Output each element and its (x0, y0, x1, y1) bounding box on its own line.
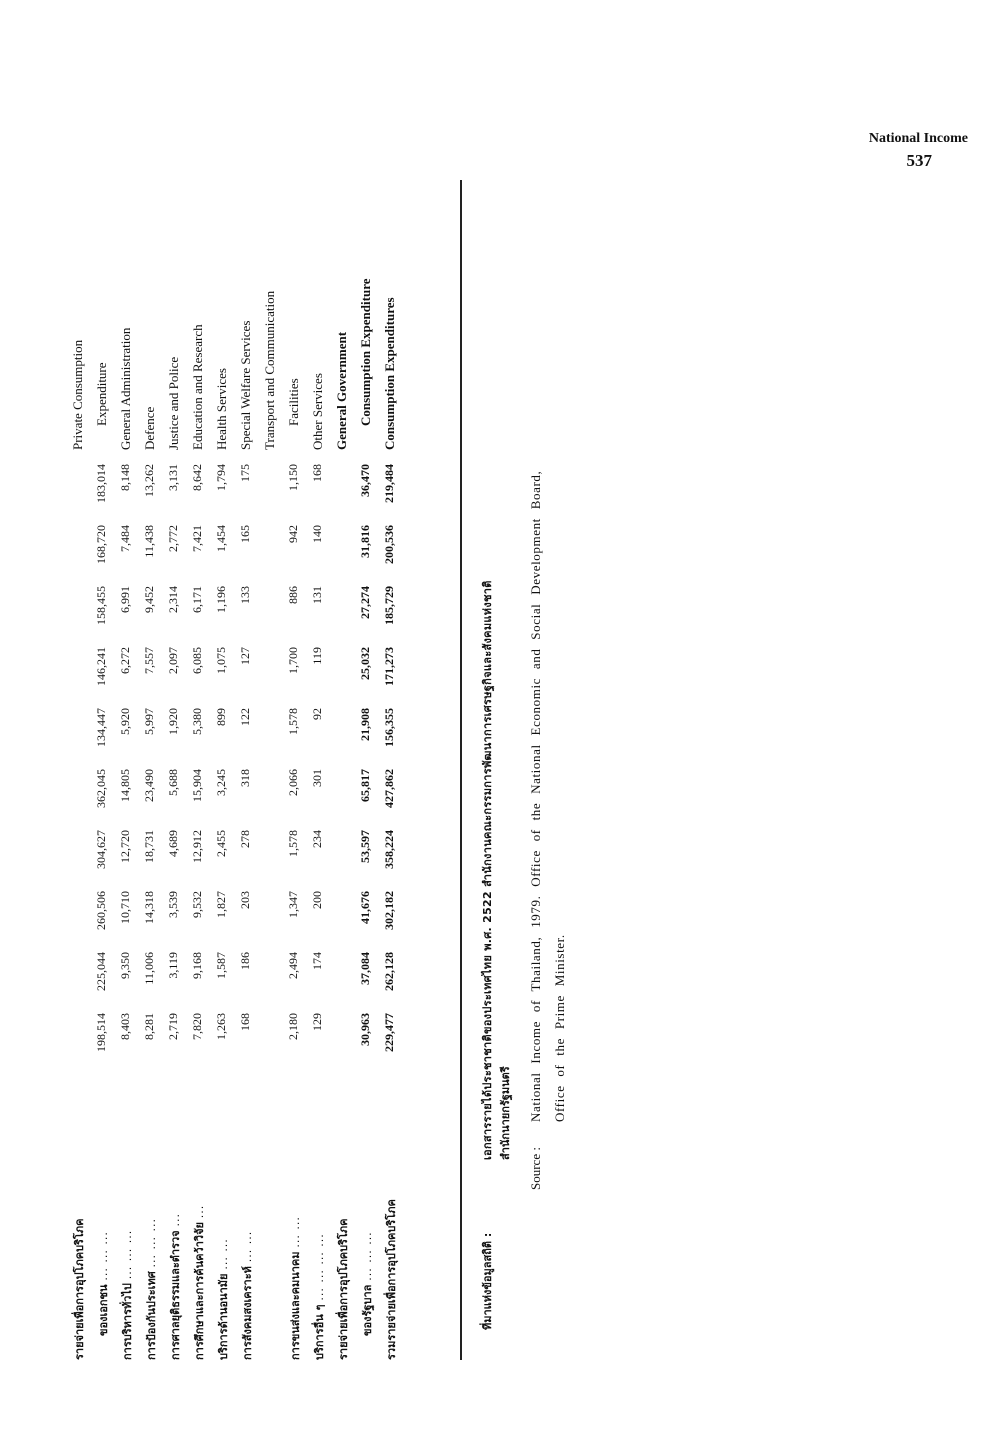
table-cell (334, 704, 358, 765)
table-cell: 127 (238, 647, 252, 665)
consumption-expenditure-table (70, 180, 406, 1360)
row-thai-label (70, 1070, 94, 1360)
table-cell (70, 765, 94, 826)
table-cell: 427,862 (382, 769, 396, 808)
table-cell: 21,908 (358, 708, 372, 741)
table-cell: 11,438 (142, 525, 156, 558)
table-cell: 11,006 (142, 952, 156, 985)
thai-label-text: ของเอกชน (97, 1284, 110, 1336)
table-cell: 129 (310, 1013, 324, 1031)
table-cell: 3,131 (166, 464, 180, 491)
table-cell: 260,506 (94, 891, 108, 930)
thai-label-text: การสังคมสงเคราะห์ (241, 1266, 254, 1360)
table-cell: 2,494 (286, 952, 300, 979)
source-text-line1: National Income of Thailand, 1979. Office of the National Economic and Social Development Board, (528, 470, 543, 1122)
row-english-label: General Government (334, 331, 349, 450)
table-cell: 5,688 (166, 769, 180, 796)
table-cell: 234 (310, 830, 324, 848)
row-english-label: Justice and Police (166, 356, 181, 450)
source-text-line2: Office of the Prime Minister. (552, 934, 567, 1122)
table-cell (262, 643, 286, 704)
table-cell (70, 460, 94, 521)
table-cell: 133 (238, 586, 252, 604)
row-thai-label (286, 1070, 310, 1360)
row-english-label: Health Services (214, 368, 229, 450)
row-thai-label (214, 1070, 238, 1360)
table-cell: 318 (238, 769, 252, 787)
table-cell: 7,421 (190, 525, 204, 552)
table-cell (262, 521, 286, 582)
table-cell: 200 (310, 891, 324, 909)
table-cell: 2,066 (286, 769, 300, 796)
table-cell: 9,350 (118, 952, 132, 979)
table-cell (334, 582, 358, 643)
leader-dots: ... (193, 1204, 206, 1219)
table-cell: 131 (310, 586, 324, 604)
row-thai-label (334, 1070, 358, 1360)
table-cell (262, 582, 286, 643)
table-cell: 146,241 (94, 647, 108, 686)
table-cell: 183,014 (94, 464, 108, 503)
table-cell: 2,719 (166, 1013, 180, 1040)
table-cell: 119 (310, 647, 324, 665)
table-cell: 886 (286, 586, 300, 604)
table-cell: 3,119 (166, 952, 180, 979)
table-cell: 9,532 (190, 891, 204, 918)
leader-dots: ... ... ... (97, 1231, 110, 1281)
thai-label-text: การศาลยุติธรรมและตำรวจ (169, 1230, 182, 1360)
table-cell: 92 (310, 708, 324, 720)
table-cell: 198,514 (94, 1013, 108, 1052)
table-cell: 6,085 (190, 647, 204, 674)
table-cell: 158,455 (94, 586, 108, 625)
table-cell: 3,539 (166, 891, 180, 918)
source-label: Source : (528, 1147, 543, 1190)
table-cell (70, 826, 94, 887)
row-english-label: Facilities (286, 378, 301, 426)
table-cell: 9,168 (190, 952, 204, 979)
table-cell: 225,044 (94, 952, 108, 991)
table-cell: 5,997 (142, 708, 156, 735)
thai-source-text-line2: สำนักนายกรัฐมนตรี (499, 1066, 512, 1160)
table-cell: 5,380 (190, 708, 204, 735)
table-cell (262, 460, 286, 521)
thai-label-text: ของรัฐบาล (361, 1284, 374, 1336)
table-cell (334, 460, 358, 521)
row-english-label: Special Welfare Services (238, 320, 253, 450)
running-header-title: National Income (868, 131, 968, 146)
table-cell: 2,097 (166, 647, 180, 674)
table-cell: 8,403 (118, 1013, 132, 1040)
table-cell: 140 (310, 525, 324, 543)
table-cell: 12,912 (190, 830, 204, 863)
thai-label-text: การขนส่งและคมนาคม (289, 1251, 302, 1360)
table-cell (70, 582, 94, 643)
table-cell: 7,484 (118, 525, 132, 552)
table-cell: 12,720 (118, 830, 132, 863)
table-cell: 25,032 (358, 647, 372, 680)
row-english-label: Defence (142, 406, 157, 450)
table-cell: 358,224 (382, 830, 396, 869)
table-cell: 1,196 (214, 586, 228, 613)
table-cell (334, 887, 358, 948)
table-cell: 156,355 (382, 708, 396, 747)
table-cell: 1,587 (214, 952, 228, 979)
row-thai-label (310, 1070, 334, 1360)
table-cell: 185,729 (382, 586, 396, 625)
row-english-label: Other Services (310, 373, 325, 450)
table-cell: 219,484 (382, 464, 396, 503)
table-cell (334, 948, 358, 1009)
table-cell: 5,920 (118, 708, 132, 735)
table-cell: 9,452 (142, 586, 156, 613)
row-english-label: Expenditure (94, 362, 109, 426)
table-cell: 2,772 (166, 525, 180, 552)
row-thai-label (238, 1070, 262, 1360)
table-cell: 186 (238, 952, 252, 970)
table-cell: 15,904 (190, 769, 204, 802)
table-cell: 1,578 (286, 708, 300, 735)
table-cell (70, 948, 94, 1009)
table-cell: 2,455 (214, 830, 228, 857)
table-cell: 27,274 (358, 586, 372, 619)
row-thai-label (190, 1070, 214, 1360)
table-cell: 165 (238, 525, 252, 543)
table-cell: 168,720 (94, 525, 108, 564)
table-cell: 171,273 (382, 647, 396, 686)
table-cell: 1,347 (286, 891, 300, 918)
table-cell: 36,470 (358, 464, 372, 497)
table-cell: 899 (214, 708, 228, 726)
table-cell (262, 765, 286, 826)
table-cell: 30,963 (358, 1013, 372, 1046)
thai-label-text: รายจ่ายเพื่อการอุปโภคบริโภค (73, 1218, 86, 1360)
table-cell: 37,084 (358, 952, 372, 985)
table-cell: 168 (310, 464, 324, 482)
leader-dots: ... ... ... (121, 1229, 134, 1280)
row-thai-label (358, 1070, 382, 1360)
table-cell: 301 (310, 769, 324, 787)
table-cell: 302,182 (382, 891, 396, 930)
table-cell: 278 (238, 830, 252, 848)
table-cell: 1,263 (214, 1013, 228, 1040)
row-thai-label (142, 1070, 166, 1360)
table-cell: 53,597 (358, 830, 372, 863)
table-cell: 6,991 (118, 586, 132, 613)
table-cell (262, 887, 286, 948)
table-cell: 31,816 (358, 525, 372, 558)
row-thai-label (166, 1070, 190, 1360)
table-cell: 7,557 (142, 647, 156, 674)
table-cell: 2,314 (166, 586, 180, 613)
table-cell (70, 643, 94, 704)
leader-dots: ... (169, 1213, 182, 1227)
leader-dots: ... ... (217, 1238, 230, 1270)
table-cell: 175 (238, 464, 252, 482)
leader-dots: ... ... ... ... (313, 1233, 326, 1301)
table-cell: 1,827 (214, 891, 228, 918)
row-english-label: Transport and Communication (262, 290, 277, 450)
table-cell (262, 704, 286, 765)
table-cell: 262,128 (382, 952, 396, 991)
table-cell: 8,642 (190, 464, 204, 491)
table-cell: 229,477 (382, 1013, 396, 1052)
table-cell (262, 1009, 286, 1070)
table-cell: 6,272 (118, 647, 132, 674)
row-english-label: General Administration (118, 327, 133, 450)
table-cell: 18,731 (142, 830, 156, 863)
table-cell (334, 1009, 358, 1070)
row-thai-label (94, 1070, 118, 1360)
table-cell: 122 (238, 708, 252, 726)
table-cell: 168 (238, 1013, 252, 1031)
leader-dots: ... ... (289, 1216, 302, 1248)
table-cell (334, 643, 358, 704)
table-cell (70, 521, 94, 582)
table-cell: 65,817 (358, 769, 372, 802)
table-cell: 41,676 (358, 891, 372, 924)
row-thai-label (262, 1070, 286, 1360)
table-cell (334, 826, 358, 887)
table-cell (70, 1009, 94, 1070)
table-cell: 6,171 (190, 586, 204, 613)
table-cell: 1,454 (214, 525, 228, 552)
table-cell: 10,710 (118, 891, 132, 924)
table-cell: 1,578 (286, 830, 300, 857)
row-thai-label (118, 1070, 142, 1360)
rotated-table-block (70, 180, 567, 1360)
thai-label-text: การป้องกันประเทศ (145, 1271, 158, 1360)
table-cell: 1,150 (286, 464, 300, 491)
table-cell: 134,447 (94, 708, 108, 747)
page-number: 537 (906, 151, 932, 170)
thai-label-text: รายจ่ายเพื่อการอุปโภคบริโภค (337, 1218, 350, 1360)
thai-source-label: ที่มาแห่งข้อมูลสถิติ : (481, 1232, 494, 1330)
thai-label-text: การบริหารทั่วไป (121, 1283, 134, 1360)
thai-label-text: บริการด้านอนามัย (217, 1273, 230, 1360)
table-cell: 4,689 (166, 830, 180, 857)
row-thai-label (382, 1070, 406, 1360)
table-cell: 14,805 (118, 769, 132, 802)
table-cell (70, 887, 94, 948)
table-cell: 23,490 (142, 769, 156, 802)
table-cell: 942 (286, 525, 300, 543)
table-cell (334, 521, 358, 582)
table-cell (262, 948, 286, 1009)
table-cell: 8,148 (118, 464, 132, 491)
thai-label-text: รวมรายจ่ายเพื่อการอุปโภคบริโภค (385, 1199, 398, 1360)
table-cell (262, 826, 286, 887)
thai-label-text: บริการอื่น ๆ (313, 1304, 326, 1360)
leader-dots: ... ... ... (145, 1218, 158, 1268)
row-english-label: Private Consumption (70, 339, 85, 450)
leader-dots: ... ... ... (361, 1231, 374, 1281)
table-cell: 200,536 (382, 525, 396, 564)
leader-dots: ... ... (241, 1230, 254, 1263)
table-cell: 362,045 (94, 769, 108, 808)
row-english-label: Consumption Expenditure (358, 278, 373, 426)
table-cell: 174 (310, 952, 324, 970)
table-cell: 203 (238, 891, 252, 909)
table-cell: 8,281 (142, 1013, 156, 1040)
thai-source-text-line1: เอกสารรายได้ประชาชาติของประเทศไทย พ.ศ. 2522 สำนักงานคณะกรรมการพัฒนาการเศรษฐกิจและสังคมแห่งชาติ (481, 580, 494, 1160)
table-cell: 7,820 (190, 1013, 204, 1040)
table-cell: 1,920 (166, 708, 180, 735)
table-cell: 1,700 (286, 647, 300, 674)
table-cell: 1,794 (214, 464, 228, 491)
table-cell: 2,180 (286, 1013, 300, 1040)
row-english-label: Consumption Expenditures (382, 297, 397, 450)
thai-label-text: การศึกษาและการค้นคว้าวิจัย (193, 1222, 206, 1360)
table-cell: 13,262 (142, 464, 156, 497)
table-cell: 3,245 (214, 769, 228, 796)
table-cell: 1,075 (214, 647, 228, 674)
table-cell (70, 704, 94, 765)
table-cell: 14,318 (142, 891, 156, 924)
row-english-label: Education and Research (190, 324, 205, 450)
table-cell: 304,627 (94, 830, 108, 869)
table-cell (334, 765, 358, 826)
table-bottom-rule (460, 180, 462, 1360)
